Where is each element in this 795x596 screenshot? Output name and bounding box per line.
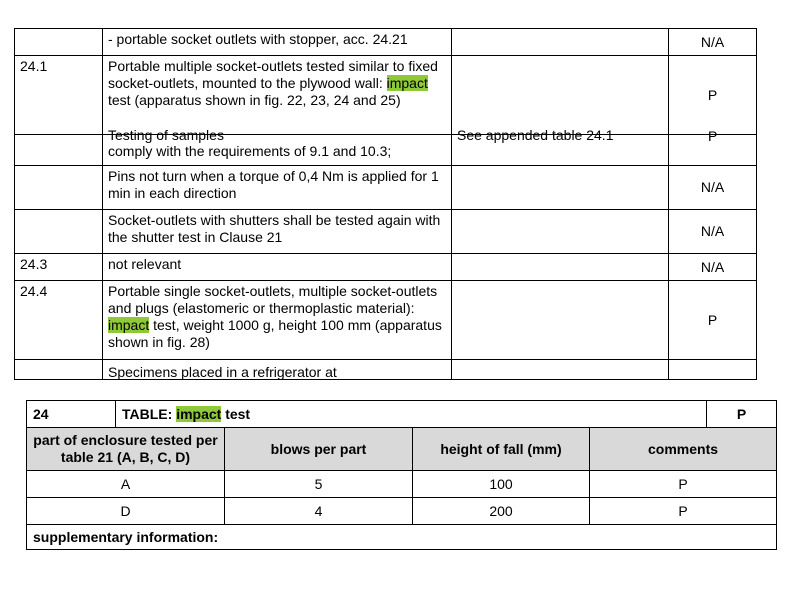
requirement-text: test, weight 1000 g, height 100 mm (apparatus shown in fig. 28) [108,317,442,350]
overlapped-text: Testing of samples [108,127,224,143]
clause-cell [15,29,103,56]
requirement-cell [103,56,452,135]
requirement-text: comply with the requirements of 9.1 and 10.3; [108,143,392,159]
verdict-cell: N/A [669,166,757,210]
remark-cell [452,254,669,281]
impact-test-table [26,400,776,550]
remark-cell [452,360,669,380]
clause-cell: 24.4 [15,281,103,360]
requirement-text: Portable single socket-outlets, multiple socket-outlets and plugs (elastomeric or thermoplastic material): [108,283,438,316]
height-cell: 200 [413,498,590,525]
table-title [116,401,707,428]
title-prefix: TABLE: [122,405,177,422]
remark-cell [452,281,669,360]
column-header-blows: blows per part [225,428,413,471]
remark-cell [452,127,669,166]
table-row [15,210,757,254]
comments-cell: P [590,498,777,525]
title-suffix: test [221,405,251,422]
requirement-cell: Socket-outlets with shutters shall be tested again with the shutter test in Clause 21 [103,210,452,254]
overlapped-verdict: P [708,128,718,144]
search-highlight: impact [386,75,428,91]
part-cell: D [27,498,225,525]
clause-table-fragment [14,28,756,380]
clause-cell [15,360,103,380]
search-highlight: impact [108,317,150,333]
clause-cell: 24.3 [15,254,103,281]
supplementary-label: supplementary information: [27,525,777,550]
table-row [27,471,777,498]
table-row [15,56,757,135]
supplementary-row [27,525,777,550]
blows-cell: 5 [225,471,413,498]
verdict-cell: N/A [669,254,757,281]
requirement-cell: not relevant [103,254,452,281]
table-row [15,254,757,281]
verdict-cell: P [669,281,757,360]
search-highlight: impact [176,405,222,422]
requirement-text: Specimens placed in a refrigerator at [108,364,337,380]
requirement-cell: Pins not turn when a torque of 0,4 Nm is applied for 1 min in each direction [103,166,452,210]
table-row [15,166,757,210]
remark-cell [452,56,669,135]
requirement-text: Portable multiple socket-outlets tested similar to fixed socket-outlets, mounted to the plywood wall: [108,58,438,91]
requirement-cell: - portable socket outlets with stopper, acc. 24.21 [103,29,452,56]
table-row [15,29,757,56]
clause-number: 24 [27,401,116,428]
table-row [15,360,757,380]
table-verdict: P [707,401,777,428]
table-row [15,135,757,166]
column-header-comments: comments [590,428,777,471]
height-cell: 100 [413,471,590,498]
column-header-part: part of enclosure tested per table 21 (A, B, C, D) [27,428,225,471]
verdict-cell: N/A [669,210,757,254]
overlapped-remark: See appended table 24.1 [457,127,614,143]
requirement-cell [103,127,452,166]
table-title-row [27,401,777,428]
part-cell: A [27,471,225,498]
comments-cell: P [590,471,777,498]
verdict-cell: N/A [669,29,757,56]
blows-cell: 4 [225,498,413,525]
column-header-height: height of fall (mm) [413,428,590,471]
header-row [27,428,777,471]
verdict-cell: P [669,56,757,135]
clause-cell: 24.1 [15,56,103,135]
requirement-cell [103,281,452,360]
remark-cell [452,29,669,56]
clause-cell [15,135,103,166]
requirement-text: test (apparatus shown in fig. 22, 23, 24 and 25) [108,92,401,108]
requirement-cell [103,360,452,380]
table-row [27,498,777,525]
table-row [15,281,757,360]
remark-cell [452,166,669,210]
remark-cell [452,210,669,254]
clause-cell [15,166,103,210]
verdict-cell [669,360,757,380]
clause-cell [15,210,103,254]
verdict-cell [669,128,757,166]
